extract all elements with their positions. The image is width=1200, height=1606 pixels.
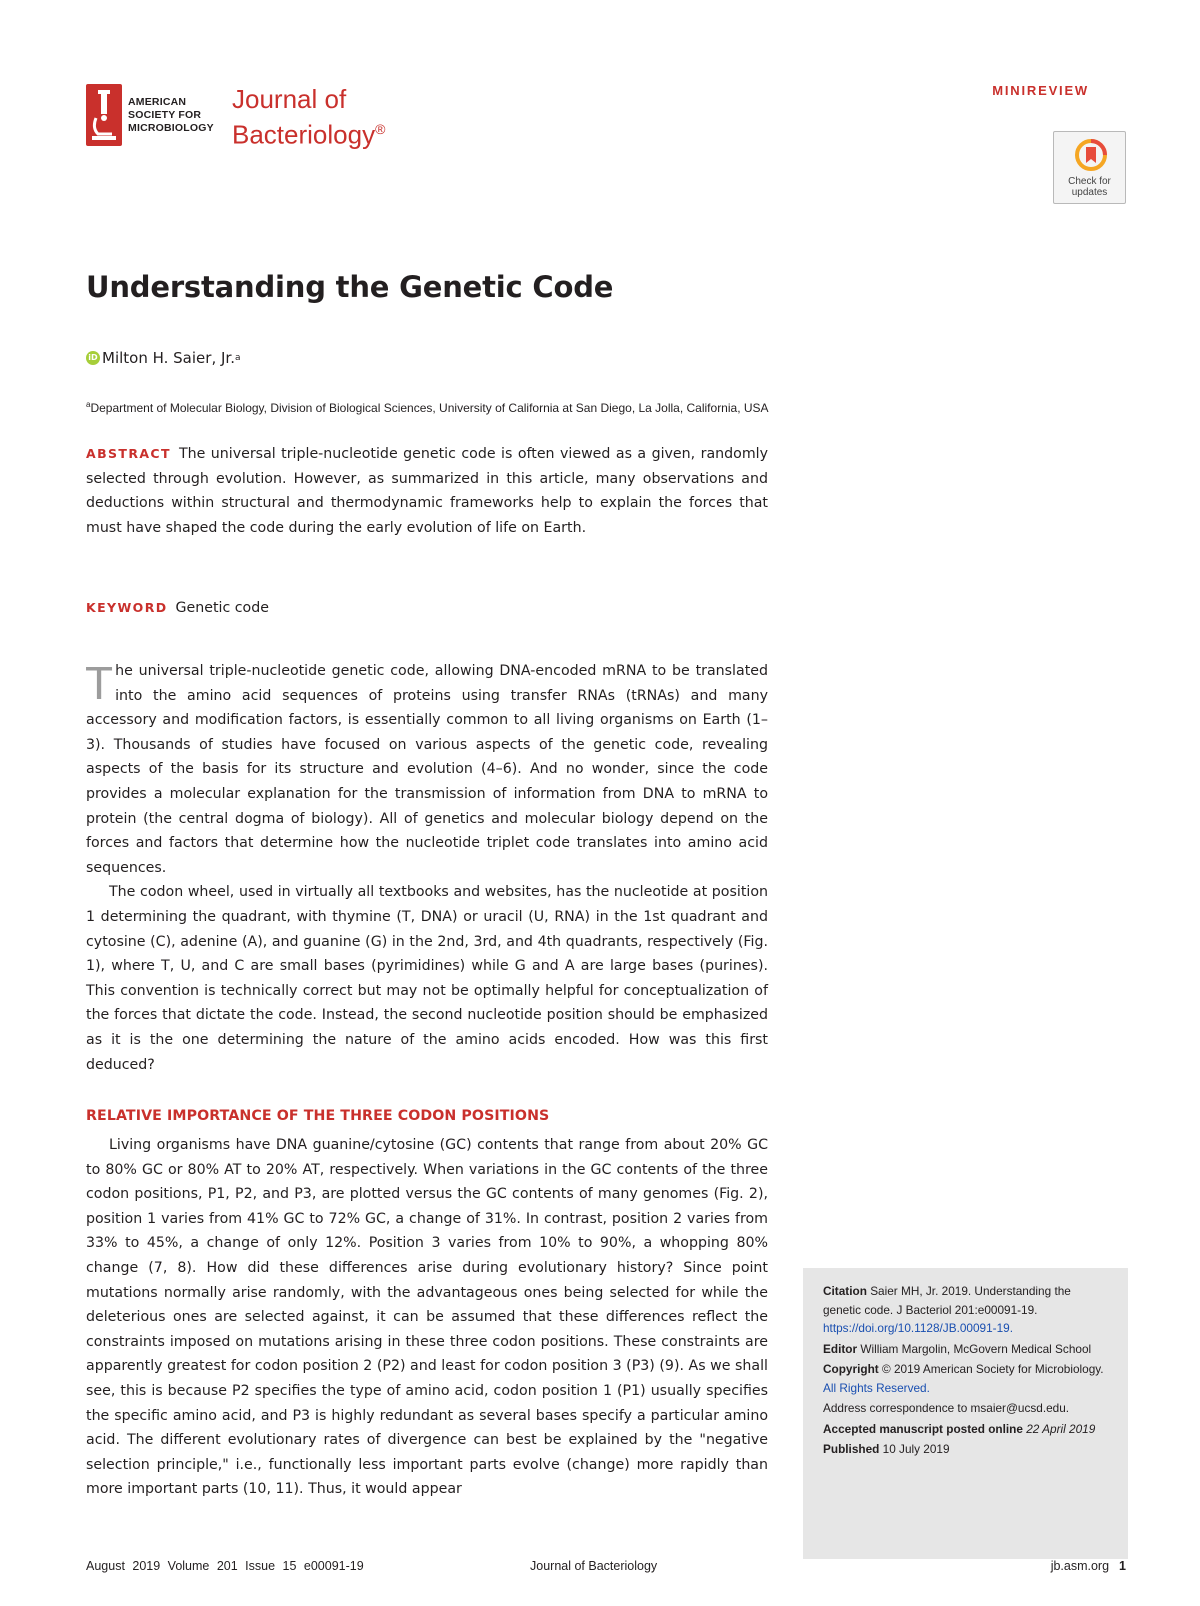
correspondence: Address correspondence to msaier@ucsd.edu. [823,1401,1070,1415]
microscope-icon [86,84,122,146]
asm-logo [86,84,226,150]
site-link[interactable]: jb.asm.org [1050,1559,1110,1573]
copyright: Copyright © 2019 American Society for Microbiology. All Rights Reserved. [823,1362,1104,1395]
accepted-date: Accepted manuscript posted online 22 April 2019 [823,1421,1096,1436]
society-name: AMERICAN SOCIETY FOR MICROBIOLOGY [128,96,214,134]
published-date: Published 10 July 2019 [823,1442,950,1456]
affiliation: $^a$Department of Molecular Biology, Division of Biological Sciences, University of California at San Diego, La Jolla, California, USA [86,400,769,415]
citation-sidebar [803,1268,1128,1559]
citation: Citation Saier MH, Jr. 2019. Understanding the genetic code. J Bacteriol 201:e00091-19. https://doi.org/10.1128/JB.00091-19. [823,1284,1071,1335]
check-updates-text: Check for [1068,176,1111,187]
abstract [86,442,768,540]
bookmark-icon [1074,138,1108,172]
author-line [86,349,240,367]
author-name[interactable]: Milton H. Saier, Jr. [102,349,235,367]
rights-link[interactable]: All Rights Reserved. [823,1380,930,1395]
keywords [86,596,768,621]
doi-link[interactable]: https://doi.org/10.1128/JB.00091-19. [823,1321,1013,1335]
paragraph-1: he universal triple-nucleotide genetic code, allowing DNA-encoded mRNA to be translated into the amino acid sequences of proteins using transfer RNAs (tRNAs) and many accessory and modification factors, is essentially common to all living organisms on Earth (1–3). Thousands of studies have focused on various aspects of the genetic code, revealing aspects of the basis for its structure and evolution (4–6). And no wonder, since the code provides a molecular explanation for the transmission of information from DNA to mRNA to protein (the central dogma of biology). All of genetics and molecular biology depend on the forces and factors that determine how the nucleotide triplet code translates into amino acid sequences. [86,663,768,876]
section-heading: RELATIVE IMPORTANCE OF THE THREE CODON POSITIONS [86,1108,550,1124]
orcid-icon[interactable]: iD [86,351,100,365]
body-text [86,659,768,1077]
keyword-text[interactable]: Genetic code [175,600,269,616]
editor: Editor William Margolin, McGovern Medical School [823,1341,1092,1356]
check-updates-text: updates [1071,187,1108,198]
drop-cap: T [85,657,114,709]
journal-logo[interactable]: Journal of Bacteriology® [232,84,386,150]
article-type-label: MINIREVIEW [992,83,1089,98]
keyword-label: KEYWORD [86,600,168,615]
footer-journal-name: Journal of Bacteriology [530,1559,658,1573]
article-title: Understanding the Genetic Code [86,270,614,304]
page-number: 1 [1119,1559,1126,1573]
abstract-text: The universal triple-nucleotide genetic code is often viewed as a given, randomly selected through evolution. However, as summarized in this article, many observations and deductions within structural and thermodynamic frameworks help to explain the forces that must have shaped the code during the early evolution of life on Earth. [86,446,768,536]
author-affiliation-marker: a [234,353,241,363]
paragraph-2: The codon wheel, used in virtually all textbooks and websites, has the nucleotide at position 1 determining the quadrant, with thymine (T, DNA) or uracil (U, RNA) in the 1st quadrant and cytosine (C), adenine (A), and guanine (G) in the 2nd, 3rd, and 4th quadrants, respectively (Fig. 1), where T, U, and C are small bases (pyrimidines) while G and A are large bases (purines). This convention is technically correct but may not be optimally helpful for conceptualization of the forces that dictate the code. Instead, the second nucleotide position should be emphasized as it is the one determining the nature of the amino acids encoded. How was this first deduced? [86,884,768,1073]
check-for-updates-button[interactable] [1053,131,1126,204]
abstract-label: ABSTRACT [86,446,171,461]
issue-info: August 2019 Volume 201 Issue 15 e00091-19 [86,1559,364,1573]
paragraph-3: Living organisms have DNA guanine/cytosine (GC) contents that range from about 20% GC to 80% GC or 80% AT to 20% AT, respectively. When variations in the GC contents of the three codon positions, P1, P2, and P3, are plotted versus the GC contents of many genomes (Fig. 2), position 1 varies from 41% GC to 72% GC, a change of 31%. In contrast, position 2 varies from 33% to 45%, a change of only 12%. Position 3 varies from 10% to 90%, a whopping 80% change (7, 8). How did these differences arise during evolutionary history? Since point mutations normally arise randomly, with the advantageous ones being selected for while the deleterious ones are selected against, it can be assumed that these differences reflect the constraints imposed on mutations arising in these three codon positions. These constraints are apparently greatest for codon position 2 (P2) and least for codon position 3 (P3) (9). As we shall see, this is because P2 specifies the type of amino acid, codon position 1 (P1) usually specifies the specific amino acid, and P3 is highly redundant as several bases specify a particular amino acid. The different evolutionary rates of divergence can best be explained by the "negative selection principle," i.e., functionally less important parts evolve (change) more rapidly than more important parts (10, 11). Thus, it would appear [86,1137,768,1498]
